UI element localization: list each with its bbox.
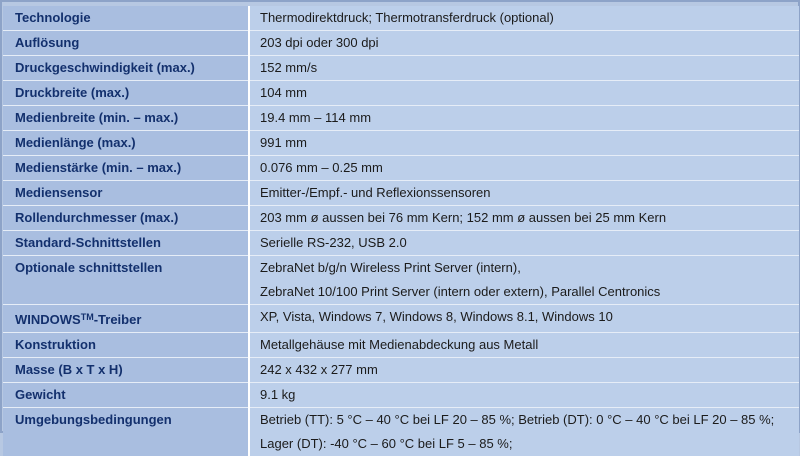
table-row: [3, 106, 799, 131]
spec-value: 203 dpi oder 300 dpi: [249, 31, 799, 56]
spec-value-line: ZebraNet 10/100 Print Server (intern oder extern), Parallel Centronics: [260, 280, 799, 304]
table-row: [3, 156, 799, 181]
spec-label: Mediensensor: [3, 181, 249, 206]
spec-value: 242 x 432 x 277 mm: [249, 358, 799, 383]
spec-label: Medienstärke (min. – max.): [3, 156, 249, 181]
table-row: [3, 81, 799, 106]
spec-value: Emitter-/Empf.- und Reflexionssensoren: [249, 181, 799, 206]
spec-label: Optionale schnittstellen: [3, 256, 249, 305]
spec-value: [249, 408, 799, 456]
table-row: [3, 305, 799, 333]
spec-value: Metallgehäuse mit Medienabdeckung aus Metall: [249, 333, 799, 358]
spec-table: [3, 6, 799, 456]
table-row: [3, 131, 799, 156]
spec-label-text: WINDOWS: [15, 312, 81, 327]
table-row: [3, 358, 799, 383]
spec-label: Druckbreite (max.): [3, 81, 249, 106]
spec-label: Druckgeschwindigkeit (max.): [3, 56, 249, 81]
table-row: [3, 256, 799, 305]
spec-label: Gewicht: [3, 383, 249, 408]
spec-label: Standard-Schnittstellen: [3, 231, 249, 256]
spec-label: Technologie: [3, 6, 249, 31]
spec-value: [249, 256, 799, 305]
spec-label: Medienlänge (max.): [3, 131, 249, 156]
spec-value-line: Lager (DT): -40 °C – 60 °C bei LF 5 – 85 %;: [260, 432, 799, 456]
spec-label: [3, 305, 249, 333]
table-row: [3, 408, 799, 456]
spec-value-line: ZebraNet b/g/n Wireless Print Server (intern),: [260, 256, 799, 280]
spec-label: Medienbreite (min. – max.): [3, 106, 249, 131]
spec-value: 9.1 kg: [249, 383, 799, 408]
table-row: [3, 181, 799, 206]
spec-value: 19.4 mm – 114 mm: [249, 106, 799, 131]
table-row: [3, 333, 799, 358]
table-row: [3, 31, 799, 56]
spec-value: 0.076 mm – 0.25 mm: [249, 156, 799, 181]
table-row: [3, 206, 799, 231]
table-row: [3, 383, 799, 408]
spec-value: Thermodirektdruck; Thermotransferdruck (optional): [249, 6, 799, 31]
spec-label-text: -Treiber: [94, 312, 142, 327]
spec-label: Konstruktion: [3, 333, 249, 358]
spec-value: 152 mm/s: [249, 56, 799, 81]
table-row: [3, 6, 799, 31]
spec-value-line: Betrieb (TT): 5 °C – 40 °C bei LF 20 – 85 %; Betrieb (DT): 0 °C – 40 °C bei LF 20 – 85 %;: [260, 408, 799, 432]
spec-label: Auflösung: [3, 31, 249, 56]
spec-value: Serielle RS-232, USB 2.0: [249, 231, 799, 256]
table-row: [3, 231, 799, 256]
spec-label: Rollendurchmesser (max.): [3, 206, 249, 231]
spec-value: 104 mm: [249, 81, 799, 106]
table-row: [3, 56, 799, 81]
spec-value: 991 mm: [249, 131, 799, 156]
spec-label: Masse (B x T x H): [3, 358, 249, 383]
spec-value: 203 mm ø aussen bei 76 mm Kern; 152 mm ø aussen bei 25 mm Kern: [249, 206, 799, 231]
trademark-superscript: TM: [81, 312, 94, 322]
spec-value: XP, Vista, Windows 7, Windows 8, Windows 8.1, Windows 10: [249, 305, 799, 333]
spec-label: Umgebungsbedingungen: [3, 408, 249, 456]
